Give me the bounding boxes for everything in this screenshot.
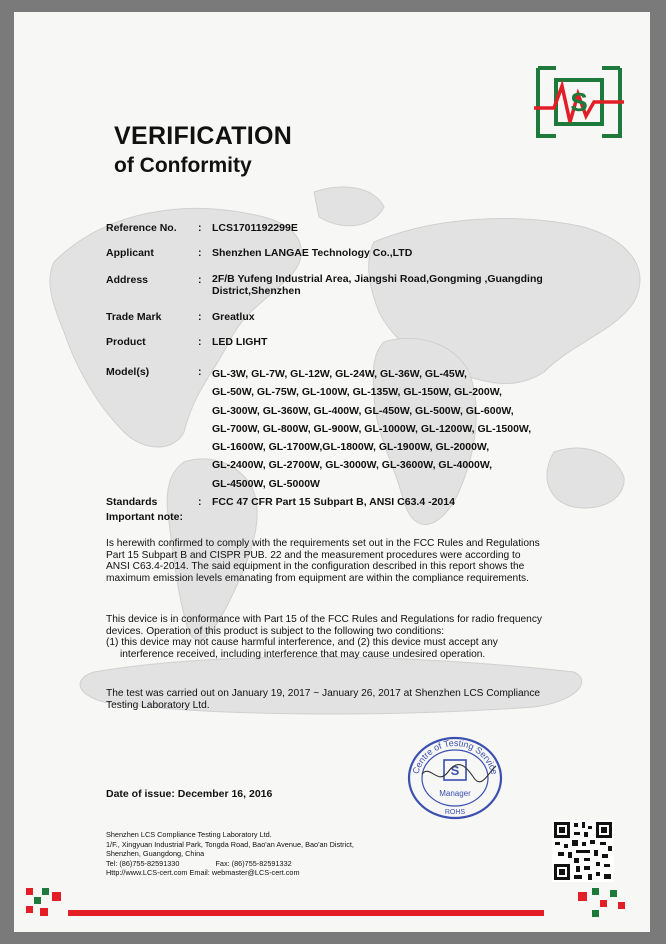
stamp-role: Manager [439,789,471,798]
field-value: Shenzhen LANGAE Technology Co.,LTD [212,247,413,259]
model-line: GL-50W, GL-75W, GL-100W, GL-135W, GL-150W, GL-200W, [212,386,502,399]
field-colon: : [198,274,202,286]
certificate-page [14,12,650,932]
model-line: GL-1600W, GL-1700W,GL-1800W, GL-1900W, GL-2000W, [212,441,490,454]
decor-square-green [592,910,599,917]
field-colon: : [198,336,202,348]
decor-square-green [592,888,599,895]
decor-square-green [42,888,49,895]
stamp-bottom-text: ROHS [444,809,466,816]
field-label: Reference No. [106,222,177,234]
paragraph-conditions-list: (1) this device may not cause harmful interference, and (2) this device must accept any interference received, including interference that may cause undesired operation. [106,637,498,660]
important-note-heading: Important note: [106,511,183,523]
field-value: 2F/B Yufeng Industrial Area, Jiangshi Road,Gongming ,Guangding District,Shenzhen [212,273,543,297]
model-line: GL-4500W, GL-5000W [212,477,320,490]
qr-code [552,820,614,882]
footer-fax: Fax: (86)755-82591332 [215,858,292,868]
paragraph-conditions [106,614,546,660]
field-standards [106,496,455,508]
footer-address-line1: 1/F., Xingyuan Industrial Park, Tongda Road, Bao'an Avenue, Bao'an District, [106,839,354,849]
date-of-issue: Date of issue: December 16, 2016 [106,788,273,800]
decor-square-green [610,890,617,897]
model-list [212,365,572,493]
model-line: GL-3W, GL-7W, GL-12W, GL-24W, GL-36W, GL-45W, [212,368,467,380]
lcs-logo [534,64,624,140]
footer-address-line2: Shenzhen, Guangdong, China [106,849,205,859]
paragraph-text: The test was carried out on January 19, 2017 ~ January 26, 2017 at Shenzhen LCS Compliance Testing Laboratory Ltd. [106,688,541,711]
decor-square-red [40,908,48,916]
official-stamp [400,726,510,822]
title-verification: VERIFICATION [114,122,293,150]
field-colon: : [198,311,202,323]
footer-tel: Tel: (86)755-82591330 [106,858,180,868]
field-label: Model(s) [106,366,150,378]
decor-square-green [34,897,41,904]
decor-square-red [600,900,607,907]
field-value: Greatlux [212,311,255,323]
model-line: GL-2400W, GL-2700W, GL-3000W, GL-3600W, GL-4000W, [212,459,493,472]
decor-square-red [26,906,33,913]
footer-contact [106,830,426,878]
footer-phone-fax [106,859,426,869]
field-label: Trade Mark [106,311,162,323]
field-colon: : [198,222,202,234]
paragraph-text: Is herewith confirmed to comply with the requirements set out in the FCC Rules and Regulations Part 15 Subpart B and CISPR PUB. 22 and the measurement procedures were according to ANSI C63.4-2014. The said equipment in the configuration described in this report shows the maximum emission levels emanating from equipment are within the compliance requirements. [106,538,540,584]
field-value: LED LIGHT [212,336,268,348]
field-colon: : [198,366,202,378]
decor-square-red [618,902,625,909]
decor-square-red [26,888,33,895]
field-label: Product [106,336,146,348]
field-label: Applicant [106,247,154,259]
stamp-ring-text: Centre of Testing Service [410,737,500,776]
field-colon: : [198,496,202,508]
model-line: GL-300W, GL-360W, GL-400W, GL-450W, GL-500W, GL-600W, [212,404,514,417]
logo-letter: S [570,87,588,117]
footer-company: Shenzhen LCS Compliance Testing Laboratory Ltd. [106,830,272,839]
model-line: GL-700W, GL-800W, GL-900W, GL-1000W, GL-1200W, GL-1500W, [212,422,532,435]
field-value: FCC 47 CFR Part 15 Subpart B, ANSI C63.4 -2014 [212,496,455,508]
paragraph-text: This device is in conformance with Part 15 of the FCC Rules and Regulations for radio frequency devices. Operation of this product is subject to the following two conditions: [106,614,543,637]
footer-web-email: Http://www.LCS-cert.com Email: webmaster@LCS-cert.com [106,868,300,878]
footer-red-bar [68,910,544,916]
decor-square-red [52,892,61,901]
stamp-logo-letter: S [450,763,460,778]
field-value: LCS1701192299E [212,222,298,234]
field-label: Standards [106,496,158,508]
title-of-conformity: of Conformity [114,154,252,177]
field-label: Address [106,274,149,286]
paragraph-compliance [106,538,546,584]
paragraph-test-period [106,688,546,711]
decor-square-red [578,892,587,901]
field-colon: : [198,247,202,259]
